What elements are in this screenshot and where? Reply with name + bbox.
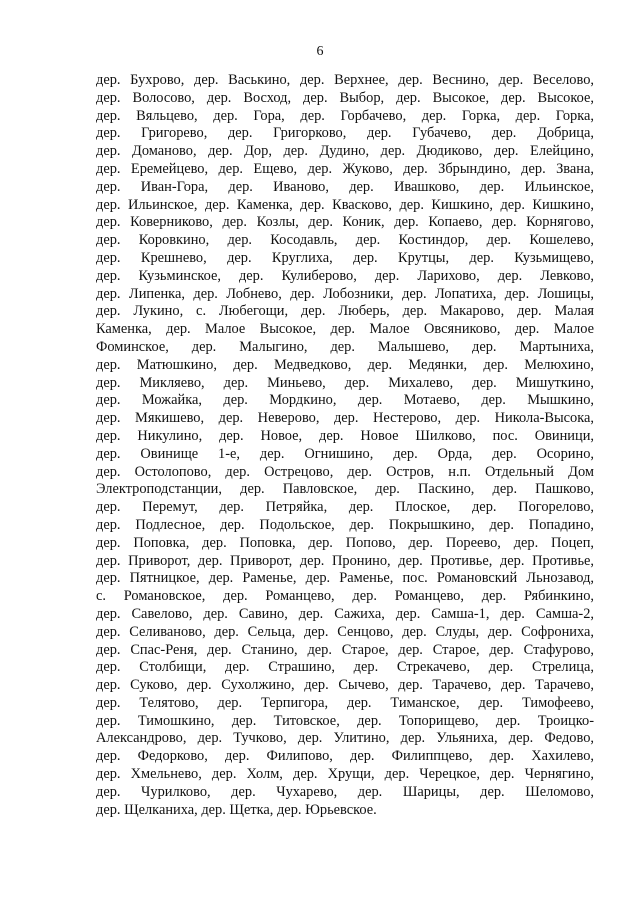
text-line: Каменка, дер. Малое Высокое, дер. Малое Овсяниково, дер. Малое xyxy=(96,321,594,338)
text-line: дер. Никулино, дер. Новое, дер. Новое Шилково, пос. Овиници, xyxy=(96,427,594,444)
text-line: дер. Тимошкино, дер. Титовское, дер. Топорищево, дер. Троицко- xyxy=(96,712,594,729)
text-line: дер. Коверниково, дер. Козлы, дер. Коник, дер. Копаево, дер. Корнягово, xyxy=(96,214,594,231)
text-line: дер. Вяльцево, дер. Гора, дер. Горбачево, дер. Горка, дер. Горка, xyxy=(96,107,594,124)
text-line: дер. Крешнево, дер. Круглиха, дер. Крутцы, дер. Кузьмищево, xyxy=(96,249,594,266)
text-line: дер. Телятово, дер. Терпигора, дер. Тиманское, дер. Тимофеево, xyxy=(96,694,594,711)
text-line: дер. Селиваново, дер. Сельца, дер. Сенцово, дер. Слуды, дер. Софрониха, xyxy=(96,623,594,640)
text-line: дер. Овинище 1-е, дер. Огнишино, дер. Орда, дер. Осорино, xyxy=(96,445,594,462)
text-line: дер. Остолопово, дер. Острецово, дер. Остров, н.п. Отдельный Дом xyxy=(96,463,594,480)
text-line: Фоминское, дер. Малыгино, дер. Малышево, дер. Мартыниха, xyxy=(96,338,594,355)
text-line: дер. Суково, дер. Сухолжино, дер. Сычево, дер. Тарачево, дер. Тарачево, xyxy=(96,677,594,694)
text-line: дер. Перемут, дер. Петряйка, дер. Плоское, дер. Погорелово, xyxy=(96,499,594,516)
text-line: дер. Бухрово, дер. Васькино, дер. Верхнее, дер. Веснино, дер. Веселово, xyxy=(96,72,594,88)
text-line: дер. Коровкино, дер. Косодавль, дер. Костиндор, дер. Кошелево, xyxy=(96,232,594,249)
text-line: дер. Савелово, дер. Савино, дер. Сажиха, дер. Самша-1, дер. Самша-2, xyxy=(96,605,594,622)
text-line: дер. Хмельнево, дер. Холм, дер. Хрущи, дер. Черецкое, дер. Чернягино, xyxy=(96,766,594,783)
text-line: дер. Григорево, дер. Григорково, дер. Губачево, дер. Добрица, xyxy=(96,125,594,142)
text-line: дер. Мякишево, дер. Неверово, дер. Нестерово, дер. Никола-Высока, xyxy=(96,410,594,427)
text-line: дер. Можайка, дер. Мордкино, дер. Мотаево, дер. Мышкино, xyxy=(96,392,594,409)
text-line: дер. Чурилково, дер. Чухарево, дер. Шарицы, дер. Шеломово, xyxy=(96,783,594,800)
text-line: дер. Приворот, дер. Приворот, дер. Пронино, дер. Противье, дер. Противье, xyxy=(96,552,594,569)
text-line: с. Романовское, дер. Романцево, дер. Романцево, дер. Рябинкино, xyxy=(96,588,594,605)
settlements-list xyxy=(96,72,594,819)
text-line: дер. Кузьминское, дер. Кулиберово, дер. Ларихово, дер. Левково, xyxy=(96,267,594,284)
text-line: дер. Ильинское, дер. Каменка, дер. Квасково, дер. Кишкино, дер. Кишкино, xyxy=(96,196,594,213)
text-line: дер. Микляево, дер. Миньево, дер. Михалево, дер. Мишуткино, xyxy=(96,374,594,391)
text-line: дер. Лукино, с. Любегощи, дер. Люберь, дер. Макарово, дер. Малая xyxy=(96,303,594,320)
text-line: дер. Столбищи, дер. Страшино, дер. Стрекачево, дер. Стрелица, xyxy=(96,659,594,676)
text-line: дер. Подлесное, дер. Подольское, дер. Покрышкино, дер. Попадино, xyxy=(96,516,594,533)
text-line: дер. Пятницкое, дер. Раменье, дер. Раменье, пос. Романовский Льнозавод, xyxy=(96,570,594,587)
text-line: дер. Федорково, дер. Филипово, дер. Филиппцево, дер. Хахилево, xyxy=(96,748,594,765)
text-line: дер. Спас-Реня, дер. Станино, дер. Старое, дер. Старое, дер. Стафурово, xyxy=(96,641,594,658)
text-line: дер. Еремейцево, дер. Ещево, дер. Жуково, дер. Збрындино, дер. Звана, xyxy=(96,160,594,177)
text-line: дер. Доманово, дер. Дор, дер. Дудино, дер. Дюдиково, дер. Елейцино, xyxy=(96,143,594,160)
text-line: дер. Щелканиха, дер. Щетка, дер. Юрьевское. xyxy=(96,801,377,818)
text-line: Александрово, дер. Тучково, дер. Улитино, дер. Ульяниха, дер. Федово, xyxy=(96,730,594,747)
text-line: дер. Матюшкино, дер. Медведково, дер. Медянки, дер. Мелюхино, xyxy=(96,356,594,373)
page-number: 6 xyxy=(316,44,324,59)
text-line: дер. Иван-Гора, дер. Иваново, дер. Ивашково, дер. Ильинское, xyxy=(96,178,594,195)
text-line: Электроподстанции, дер. Павловское, дер. Паскино, дер. Пашково, xyxy=(96,481,594,498)
text-line: дер. Волосово, дер. Восход, дер. Выбор, дер. Высокое, дер. Высокое, xyxy=(96,89,594,106)
text-line: дер. Липенка, дер. Лобнево, дер. Лобозники, дер. Лопатиха, дер. Лошицы, xyxy=(96,285,594,302)
text-line: дер. Поповка, дер. Поповка, дер. Попово, дер. Пореево, дер. Поцеп, xyxy=(96,534,594,551)
